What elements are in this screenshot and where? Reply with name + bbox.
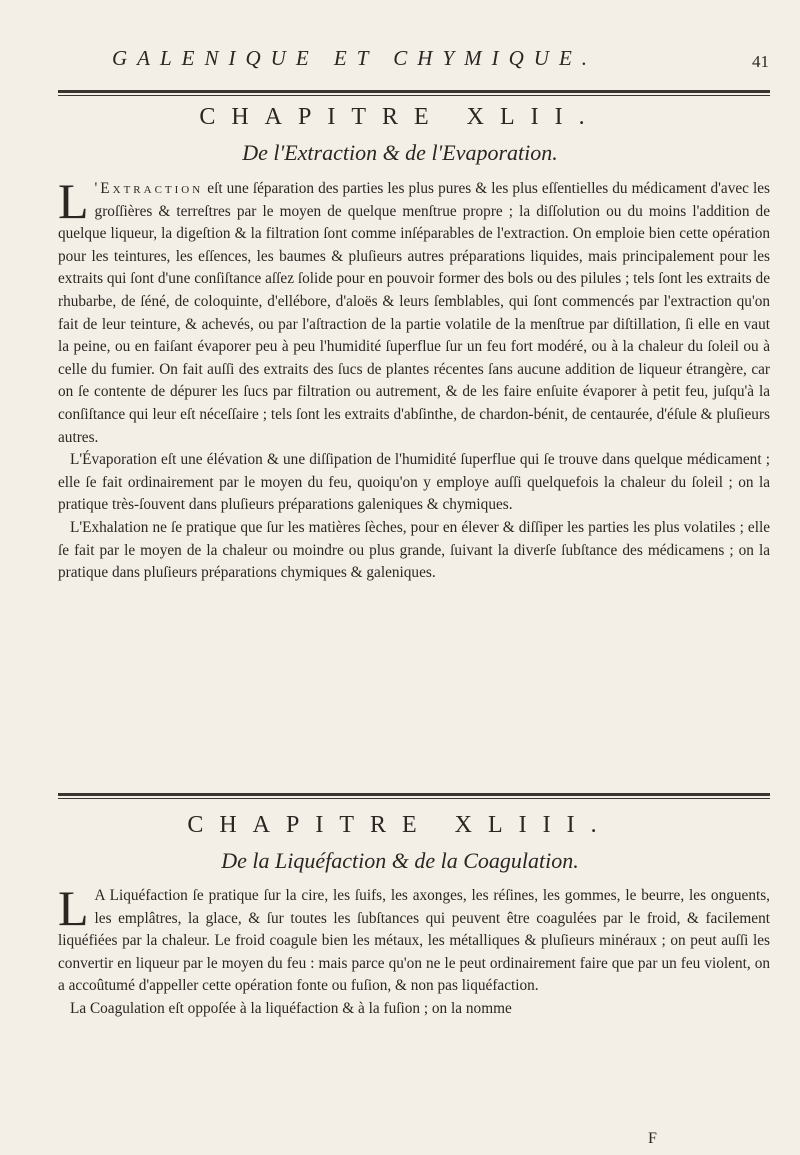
paragraph: [58, 173, 770, 449]
chapter-body: [58, 173, 770, 585]
paragraph: [58, 880, 770, 998]
drop-cap: L: [58, 880, 89, 936]
paragraph-text: A Liquéfaction ſe pratique ſur la cire, les ſuifs, les axonges, les réſines, les gommes, le beurre, les onguents, les emplâtres, la glace, & ſur toutes les ſubſtances qui peuvent être coagulées par le froid, & facilement liquéfiées par la chaleur. Le froid coagule bien les métaux, les métalliques & pluſieurs minéraux ; on peut auſſi les convertir en liqueur par le moyen du feu : mais parce qu'on ne le peut ordinairement faire que par un feu violent, on a accoûtumé d'appeller cette opération fonte ou fuſion, & non pas liquéfaction.: [58, 887, 770, 995]
chapter-body: [58, 880, 770, 1021]
ornamental-rule: [58, 793, 770, 799]
chapter-subtitle: De l'Extraction & de l'Evaporation.: [242, 140, 558, 165]
lead-word: 'Extraction: [94, 180, 204, 197]
chapter-subtitle: De la Liquéfaction & de la Coagulation.: [221, 848, 579, 873]
running-head: GALENIQUE ET CHYMIQUE.: [112, 46, 598, 70]
signature-mark: F: [648, 1130, 657, 1147]
paragraph: L'Évaporation eſt une élévation & une diſſipation de l'humidité ſuperflue qui ſe trouve dans quelque médicament ; elle ſe fait ordinairement par le moyen du feu, quoiqu'on y employe auſſi quelquefois la chaleur du ſoleil ; on la pratique très-ſouvent dans pluſieurs préparations galeniques & chymiques.: [58, 451, 770, 514]
paragraph: La Coagulation eſt oppoſée à la liquéfaction & à la fuſion ; on la nomme: [70, 999, 512, 1017]
paragraph-text: eſt une ſéparation des parties les plus pures & les plus eſſentielles du médicament d'avec les groſſières & terreſtres par le moyen de quelque menſtrue propre ; la diſſolution ou du moins l'addition de quelque liqueur, la digeſtion & la filtration ſont comme inſéparables de l'extraction. On emploie bien cette opération pour les teintures, les eſſences, les baumes & pluſieurs autres préparations liquides, mais principalement pour les extraits qui ſont d'une conſiſtance aſſez ſolide pour en pouvoir former des bols ou des pilules ; tels ſont les extraits de rhubarbe, de ſéné, de coloquinte, d'ellébore, d'aloës & leurs ſemblables, qui ſont commencés par l'extraction qu'on fait de leur teinture, & achevés, ou par l'aſtraction de la partie volatile de la menſtrue par diſtillation, ſi elle en vaut la peine, ou en faiſant évaporer peu à peu l'humidité ſuperflue ſur un feu fort modéré, ou à la chaleur du ſoleil ou à celle du fumier. On fait auſſi des extraits des ſucs de plantes récentes ſans aucune addition de liqueur étrangère, car on ſe contente de dépurer les ſucs par filtration ou autrement, & de les faire enſuite évaporer à petit feu, juſqu'à la conſiſtance qui leur eſt néceſſaire ; tels ſont les extraits d'abſinthe, de chardon-bénit, de centaurée, d'éſule & pluſieurs autres.: [58, 180, 770, 446]
paragraph: L'Exhalation ne ſe pratique que ſur les matières ſèches, pour en élever & diſſiper les parties les plus volatiles ; elle ſe fait par le moyen de la chaleur ou moindre ou plus grande, ſuivant la diverſe ſubſtance des médicamens ; on la pratique dans pluſieurs préparations chymiques & galeniques.: [58, 518, 770, 582]
chapter-heading: CHAPITRE XLIII.: [187, 812, 613, 838]
page-number: 41: [752, 52, 769, 71]
drop-cap: L: [58, 173, 89, 229]
chapter-heading: CHAPITRE XLII.: [199, 104, 601, 130]
ornamental-rule: [58, 90, 770, 96]
